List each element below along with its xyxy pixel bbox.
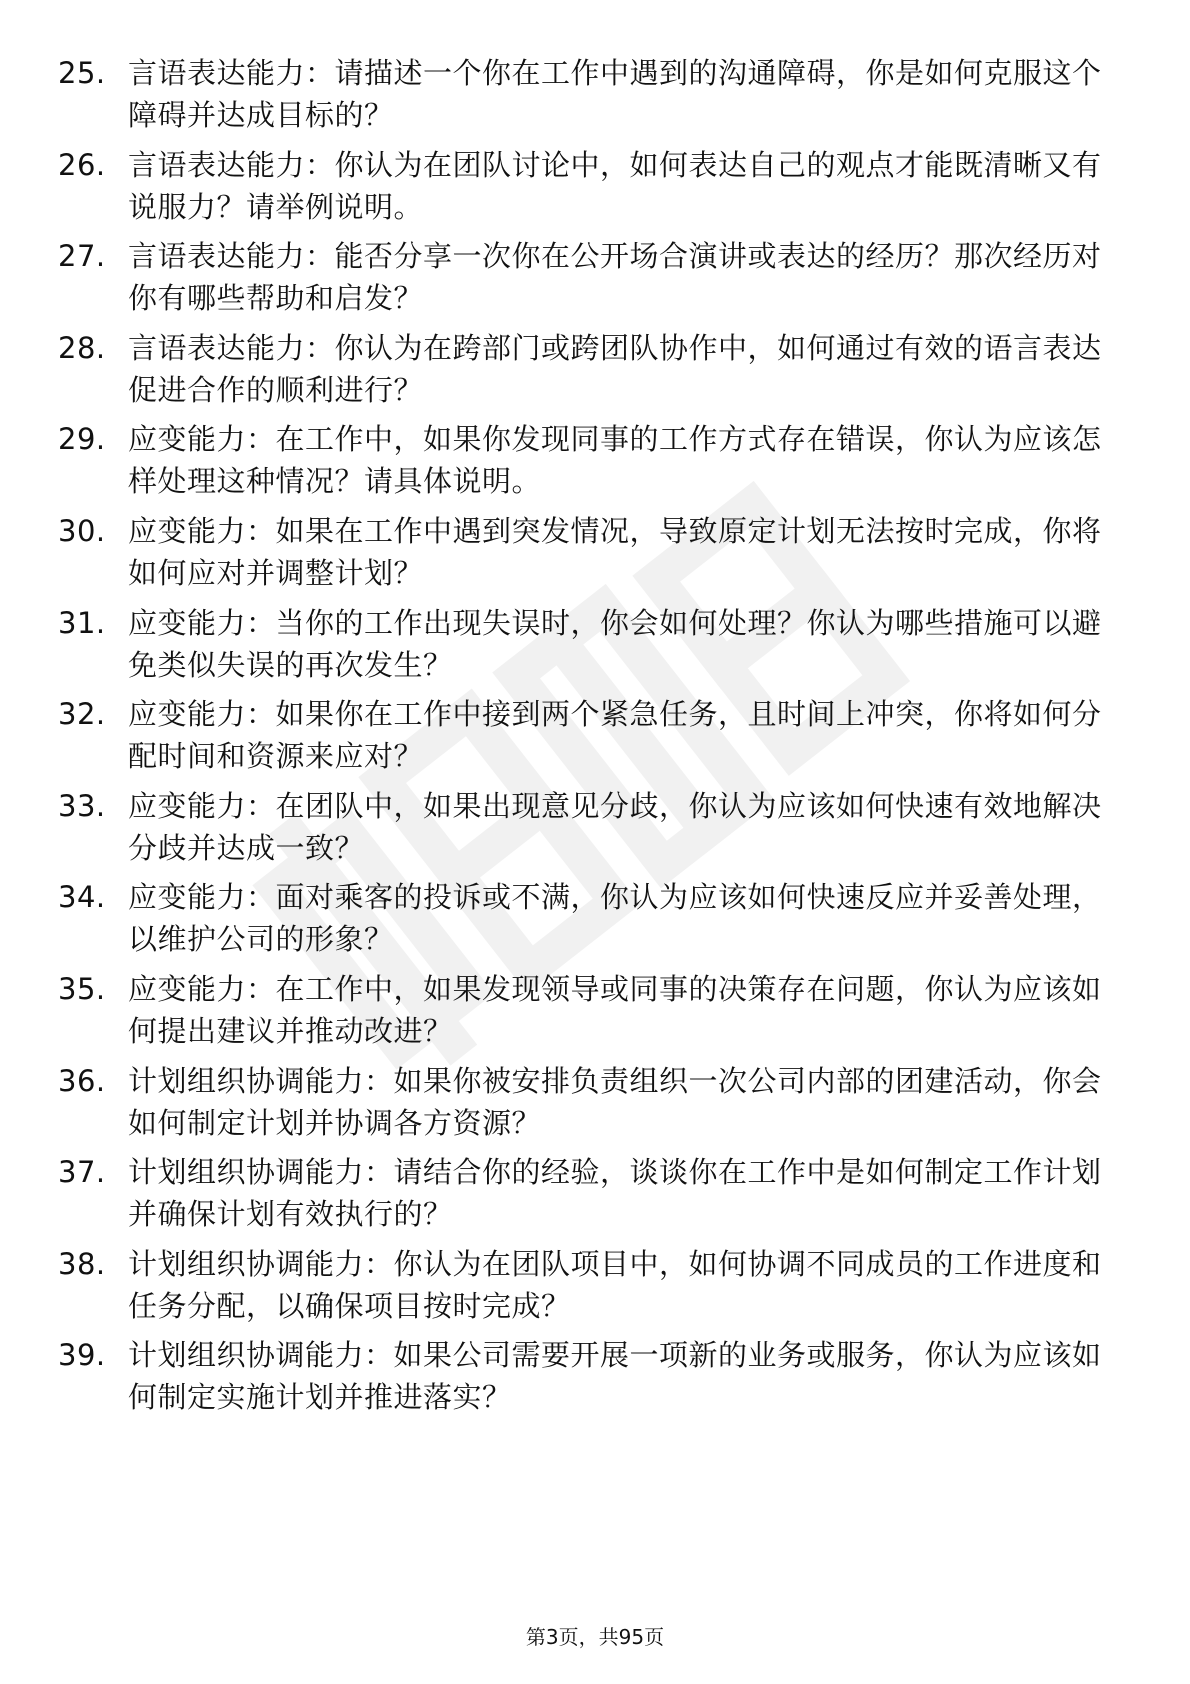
question-number: 31. [58, 605, 106, 640]
question-item [58, 1243, 1118, 1327]
question-item [58, 693, 1118, 777]
page-footer [0, 1621, 1190, 1650]
question-number: 30. [58, 513, 106, 548]
question-text: 言语表达能力：你认为在跨部门或跨团队协作中，如何通过有效的语言表达促进合作的顺利进行？ [128, 330, 1102, 407]
question-item [58, 1060, 1118, 1144]
question-item [58, 327, 1118, 411]
question-text: 言语表达能力：请描述一个你在工作中遇到的沟通障碍，你是如何克服这个障碍并达成目标的？ [128, 56, 1102, 132]
question-number: 32. [58, 697, 106, 732]
question-item [58, 602, 1118, 686]
question-number: 34. [58, 880, 106, 915]
question-number: 27. [58, 239, 106, 274]
question-text: 应变能力：在工作中，如果你发现同事的工作方式存在错误，你认为应该怎样处理这种情况？请具体说明。 [128, 422, 1102, 499]
question-number: 29. [58, 422, 106, 457]
question-number: 25. [58, 56, 106, 90]
question-list [58, 52, 1118, 1426]
question-text: 应变能力：在工作中，如果发现领导或同事的决策存在问题，你认为应该如何提出建议并推动改进？ [128, 971, 1102, 1048]
question-text: 应变能力：面对乘客的投诉或不满，你认为应该如何快速反应并妥善处理，以维护公司的形象？ [128, 880, 1102, 957]
question-item [58, 418, 1118, 502]
question-item [58, 510, 1118, 594]
question-item [58, 876, 1118, 960]
question-text: 言语表达能力：能否分享一次你在公开场合演讲或表达的经历？那次经历对你有哪些帮助和启发？ [128, 239, 1102, 316]
question-text: 应变能力：如果在工作中遇到突发情况，导致原定计划无法按时完成，你将如何应对并调整计划？ [128, 513, 1102, 590]
question-number: 35. [58, 971, 106, 1006]
question-text: 言语表达能力：你认为在团队讨论中，如何表达自己的观点才能既清晰又有说服力？请举例说明。 [128, 147, 1102, 224]
question-item [58, 52, 1118, 136]
question-number: 37. [58, 1155, 106, 1190]
question-text: 应变能力：在团队中，如果出现意见分歧，你认为应该如何快速有效地解决分歧并达成一致？ [128, 788, 1102, 865]
question-number: 36. [58, 1063, 106, 1098]
question-item [58, 144, 1118, 228]
question-text: 计划组织协调能力：如果公司需要开展一项新的业务或服务，你认为应该如何制定实施计划并推进落实？ [128, 1338, 1102, 1415]
question-text: 计划组织协调能力：请结合你的经验，谈谈你在工作中是如何制定工作计划并确保计划有效执行的？ [128, 1155, 1102, 1232]
question-text: 应变能力：当你的工作出现失误时，你会如何处理？你认为哪些措施可以避免类似失误的再次发生？ [128, 605, 1102, 682]
question-text: 计划组织协调能力：如果你被安排负责组织一次公司内部的团建活动，你会如何制定计划并协调各方资源？ [128, 1063, 1102, 1140]
question-number: 39. [58, 1338, 106, 1373]
question-item [58, 968, 1118, 1052]
question-text: 应变能力：如果你在工作中接到两个紧急任务，且时间上冲突，你将如何分配时间和资源来应对？ [128, 697, 1102, 774]
question-text: 计划组织协调能力：你认为在团队项目中，如何协调不同成员的工作进度和任务分配，以确保项目按时完成？ [128, 1246, 1102, 1323]
question-item [58, 1334, 1118, 1418]
question-item [58, 785, 1118, 869]
question-number: 38. [58, 1246, 106, 1281]
question-item [58, 235, 1118, 319]
question-number: 33. [58, 788, 106, 823]
question-item [58, 1151, 1118, 1235]
page-number-label: 第3页，共95页 [525, 1625, 665, 1649]
question-number: 26. [58, 147, 106, 182]
question-number: 28. [58, 330, 106, 365]
